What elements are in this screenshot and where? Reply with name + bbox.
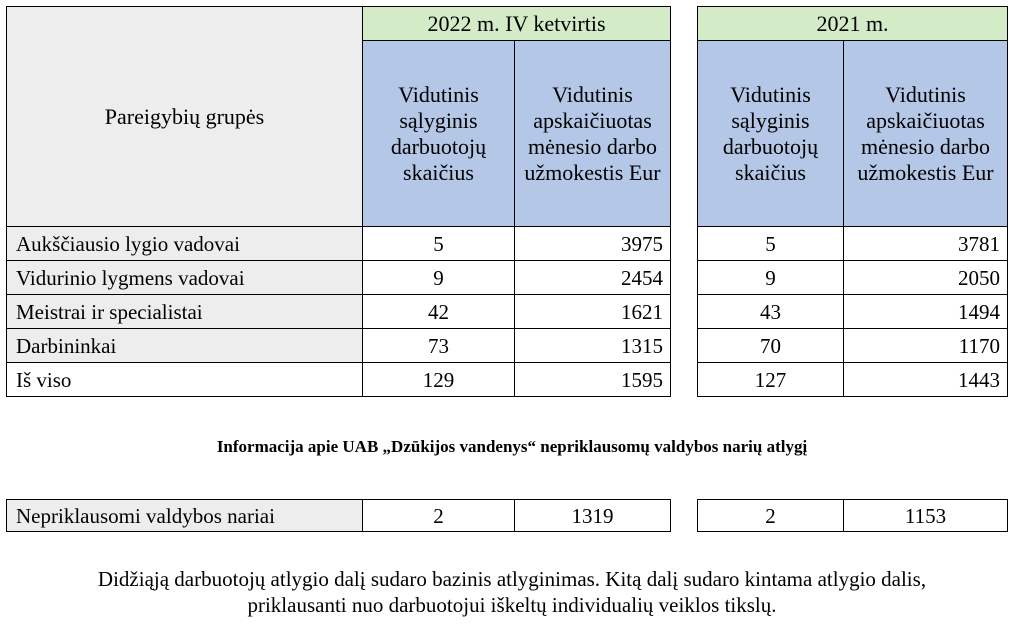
salary-2022-value: 1621 xyxy=(621,299,663,324)
board-salary-2022-cell xyxy=(514,499,671,532)
board-count-2022-cell xyxy=(362,499,515,532)
salary-2022-value: 1315 xyxy=(621,333,663,358)
period-label-2022: 2022 m. IV ketvirtis xyxy=(427,10,606,36)
total-row-label xyxy=(6,362,363,397)
period-label-2021: 2021 m. xyxy=(816,10,889,36)
board-row-label xyxy=(6,499,363,532)
count-2021-value: 127 xyxy=(754,367,787,392)
column-label-salary-2022: Vidutinis apskaičiuotas mėnesio darbo užmokestis Eur xyxy=(524,81,661,185)
salary-2021-cell xyxy=(843,362,1008,397)
count-2022-cell xyxy=(362,260,515,295)
table-row-label xyxy=(6,260,363,295)
count-2022-value: 129 xyxy=(422,367,455,392)
salary-2022-cell xyxy=(514,260,671,295)
salary-2021-value: 1494 xyxy=(958,299,1000,324)
count-2022-cell xyxy=(362,328,515,363)
row-header-label: Pareigybių grupės xyxy=(104,103,265,129)
salary-note xyxy=(0,566,1024,618)
column-header-count-2021 xyxy=(697,40,844,227)
group-name: Aukščiausio lygio vadovai xyxy=(16,231,240,256)
group-name: Meistrai ir specialistai xyxy=(16,299,203,324)
count-2022-cell xyxy=(362,226,515,261)
board-row-text: Nepriklausomi valdybos nariai xyxy=(16,503,275,528)
table-row-label xyxy=(6,328,363,363)
salary-2021-value: 2050 xyxy=(958,265,1000,290)
period-header-2022 xyxy=(362,6,671,41)
salary-2022-cell xyxy=(514,362,671,397)
salary-2021-cell xyxy=(843,294,1008,329)
salary-2021-cell xyxy=(843,226,1008,261)
count-2022-value: 42 xyxy=(428,299,449,324)
column-label-count-2021: Vidutinis sąlyginis darbuotojų skaičius xyxy=(722,81,819,185)
salary-2022-cell xyxy=(514,328,671,363)
row-header-cell xyxy=(6,6,363,227)
group-name: Iš viso xyxy=(16,367,72,392)
column-label-salary-2021: Vidutinis apskaičiuotas mėnesio darbo užmokestis Eur xyxy=(857,81,994,185)
salary-note-line-1: Didžiąją darbuotojų atlygio dalį sudaro bazinis atlyginimas. Kitą dalį sudaro kintama atlygio dalis, xyxy=(97,567,927,591)
board-count-2022-value: 2 xyxy=(433,503,444,528)
count-2021-value: 5 xyxy=(765,231,776,256)
board-salary-2021-value: 1153 xyxy=(904,503,947,528)
count-2021-value: 43 xyxy=(760,299,781,324)
column-header-count-2022 xyxy=(362,40,515,227)
group-name: Vidurinio lygmens vadovai xyxy=(16,265,245,290)
count-2022-cell xyxy=(362,362,515,397)
salary-2022-cell xyxy=(514,294,671,329)
group-name: Darbininkai xyxy=(16,333,117,358)
count-2021-value: 9 xyxy=(765,265,776,290)
count-2022-value: 5 xyxy=(433,231,444,256)
salary-2022-value: 1595 xyxy=(621,367,663,392)
count-2021-cell xyxy=(697,362,844,397)
count-2022-value: 9 xyxy=(433,265,444,290)
board-section-title: Informacija apie UAB „Dzūkijos vandenys“ nepriklausomų valdybos narių atlygį xyxy=(216,437,808,456)
salary-2021-value: 1443 xyxy=(958,367,1000,392)
count-2021-cell xyxy=(697,260,844,295)
salary-note-line-2: priklausanti nuo darbuotojui iškeltų individualių veiklos tikslų. xyxy=(247,593,777,617)
count-2021-value: 70 xyxy=(760,333,781,358)
table-row-label xyxy=(6,226,363,261)
count-2022-cell xyxy=(362,294,515,329)
count-2021-cell xyxy=(697,328,844,363)
salary-2021-value: 1170 xyxy=(958,333,1000,358)
board-salary-2021-cell xyxy=(843,499,1008,532)
count-2022-value: 73 xyxy=(428,333,449,358)
salary-2021-cell xyxy=(843,260,1008,295)
count-2021-cell xyxy=(697,226,844,261)
salary-2021-value: 3781 xyxy=(958,231,1000,256)
board-salary-2022-value: 1319 xyxy=(571,503,614,528)
board-count-2021-cell xyxy=(697,499,844,532)
board-count-2021-value: 2 xyxy=(765,503,776,528)
count-2021-cell xyxy=(697,294,844,329)
column-header-salary-2021 xyxy=(843,40,1008,227)
salary-2022-value: 2454 xyxy=(621,265,663,290)
period-header-2021 xyxy=(697,6,1008,41)
salary-2022-cell xyxy=(514,226,671,261)
column-header-salary-2022 xyxy=(514,40,671,227)
salary-2021-cell xyxy=(843,328,1008,363)
salary-2022-value: 3975 xyxy=(621,231,663,256)
column-label-count-2022: Vidutinis sąlyginis darbuotojų skaičius xyxy=(390,81,487,185)
table-row-label xyxy=(6,294,363,329)
